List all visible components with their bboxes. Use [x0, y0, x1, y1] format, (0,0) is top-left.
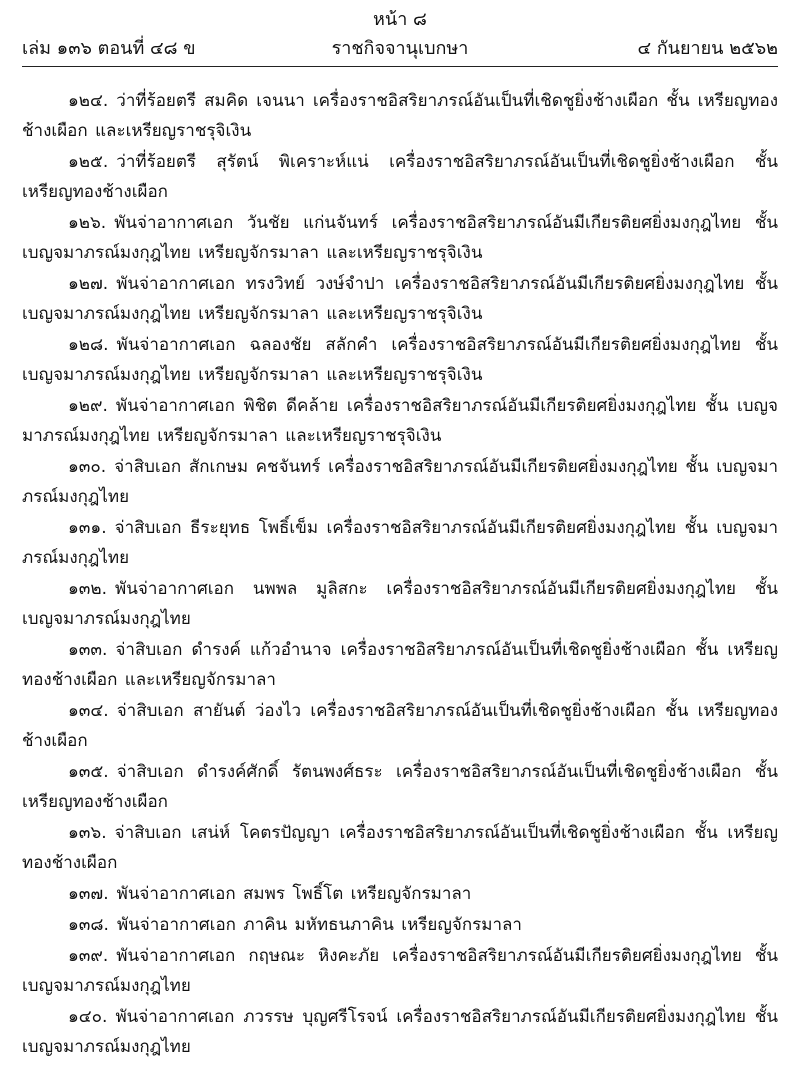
award-entry — [22, 452, 778, 512]
entry-number: ๑๓๑. — [68, 518, 107, 538]
entry-number: ๑๒๘. — [68, 335, 109, 355]
award-entry — [22, 86, 778, 146]
award-entry — [22, 910, 778, 940]
award-entry — [22, 147, 778, 207]
entry-number: ๑๔๐. — [68, 1007, 108, 1027]
entry-text: จ่าสิบเอก สักเกษม คชจันทร์ เครื่องราชอิสริยาภรณ์อันมีเกียรติยศยิ่งมงกุฎไทย ชั้น เบญจมาภรณ์มงกุฎไทย — [22, 457, 778, 507]
entry-number: ๑๓๘. — [68, 915, 109, 935]
entry-text: จ่าสิบเอก สายันต์ ว่องไว เครื่องราชอิสริยาภรณ์อันเป็นที่เชิดชูยิ่งช้างเผือก ชั้น เหรียญทองช้างเผือก — [22, 701, 778, 751]
award-entry — [22, 208, 778, 268]
award-entry — [22, 941, 778, 1001]
publication-title: ราชกิจจานุเบกษา — [331, 38, 469, 59]
page-header — [22, 34, 778, 64]
entry-text: พันจ่าอากาศเอก ทรงวิทย์ วงษ์จำปา เครื่องราชอิสริยาภรณ์อันมีเกียรติยศยิ่งมงกุฎไทย ชั้น เบญจมาภรณ์มงกุฎไทย เหรียญจักรมาลา และเหรียญราชรุจิเงิน — [22, 274, 778, 324]
award-entry — [22, 818, 778, 878]
entry-number: ๑๓๗. — [68, 884, 109, 904]
entry-number: ๑๒๕. — [68, 152, 109, 172]
entry-number: ๑๓๓. — [68, 640, 108, 660]
entry-number: ๑๒๙. — [68, 396, 108, 416]
entry-number: ๑๓๔. — [68, 701, 109, 721]
entry-text: ว่าที่ร้อยตรี สมคิด เจนนา เครื่องราชอิสริยาภรณ์อันเป็นที่เชิดชูยิ่งช้างเผือก ชั้น เหรียญทองช้างเผือก และเหรียญราชรุจิเงิน — [22, 91, 778, 141]
award-list — [22, 86, 778, 1063]
award-entry — [22, 879, 778, 909]
entry-text: จ่าสิบเอก เสน่ห์ โคตรปัญญา เครื่องราชอิสริยาภรณ์อันเป็นที่เชิดชูยิ่งช้างเผือก ชั้น เหรียญทองช้างเผือก — [22, 823, 778, 873]
award-entry — [22, 696, 778, 756]
award-entry — [22, 330, 778, 390]
entry-text: พันจ่าอากาศเอก วันชัย แก่นจันทร์ เครื่องราชอิสริยาภรณ์อันมีเกียรติยศยิ่งมงกุฎไทย ชั้น เบญจมาภรณ์มงกุฎไทย เหรียญจักรมาลา และเหรียญราชรุจิเงิน — [22, 213, 778, 263]
award-entry — [22, 635, 778, 695]
entry-text: พันจ่าอากาศเอก นพพล มูลิสกะ เครื่องราชอิสริยาภรณ์อันมีเกียรติยศยิ่งมงกุฎไทย ชั้น เบญจมาภรณ์มงกุฎไทย — [22, 579, 778, 629]
entry-text: จ่าสิบเอก ธีระยุทธ โพธิ์เข็ม เครื่องราชอิสริยาภรณ์อันมีเกียรติยศยิ่งมงกุฎไทย ชั้น เบญจมาภรณ์มงกุฎไทย — [22, 518, 778, 568]
header-divider — [22, 66, 778, 67]
entry-number: ๑๓๕. — [68, 762, 109, 782]
publication-date: ๔ กันยายน ๒๕๖๒ — [637, 38, 778, 59]
entry-number: ๑๓๒. — [68, 579, 108, 599]
entry-number: ๑๒๗. — [68, 274, 109, 294]
entry-text: ว่าที่ร้อยตรี สุรัตน์ พิเคราะห์แน่ เครื่องราชอิสริยาภรณ์อันเป็นที่เชิดชูยิ่งช้างเผือก ชั้น เหรียญทองช้างเผือก — [22, 152, 778, 202]
award-entry — [22, 269, 778, 329]
entry-text: จ่าสิบเอก ดำรงค์ศักดิ์ รัตนพงศ์ธระ เครื่องราชอิสริยาภรณ์อันเป็นที่เชิดชูยิ่งช้างเผือก ชั้น เหรียญทองช้างเผือก — [22, 762, 778, 812]
entry-text: พันจ่าอากาศเอก ภาคิน มหัทธนภาคิน เหรียญจักรมาลา — [116, 915, 522, 935]
entry-number: ๑๓๙. — [68, 946, 109, 966]
entry-text: พันจ่าอากาศเอก ภวรรษ บุญศรีโรจน์ เครื่องราชอิสริยาภรณ์อันมีเกียรติยศยิ่งมงกุฎไทย ชั้น เบญจมาภรณ์มงกุฎไทย — [22, 1007, 778, 1057]
volume-issue: เล่ม ๑๓๖ ตอนที่ ๔๘ ข — [22, 38, 196, 59]
entry-text: พันจ่าอากาศเอก พิชิต ดีคล้าย เครื่องราชอิสริยาภรณ์อันมีเกียรติยศยิ่งมงกุฎไทย ชั้น เบญจมาภรณ์มงกุฎไทย เหรียญจักรมาลา และเหรียญราชรุจิเงิน — [22, 396, 778, 446]
page-number: หน้า ๘ — [373, 9, 427, 30]
entry-number: ๑๒๔. — [68, 91, 109, 111]
entry-text: พันจ่าอากาศเอก ฉลองชัย สลักคำ เครื่องราชอิสริยาภรณ์อันมีเกียรติยศยิ่งมงกุฎไทย ชั้น เบญจมาภรณ์มงกุฎไทย เหรียญจักรมาลา และเหรียญราชรุจิเงิน — [22, 335, 778, 385]
entry-text: จ่าสิบเอก ดำรงค์ แก้วอำนาจ เครื่องราชอิสริยาภรณ์อันเป็นที่เชิดชูยิ่งช้างเผือก ชั้น เหรียญทองช้างเผือก และเหรียญจักรมาลา — [22, 640, 778, 690]
entry-text: พันจ่าอากาศเอก กฤษณะ หิงคะภัย เครื่องราชอิสริยาภรณ์อันมีเกียรติยศยิ่งมงกุฎไทย ชั้น เบญจมาภรณ์มงกุฎไทย — [22, 946, 778, 996]
award-entry — [22, 391, 778, 451]
entry-number: ๑๒๖. — [68, 213, 107, 233]
award-entry — [22, 513, 778, 573]
entry-number: ๑๓๖. — [68, 823, 107, 843]
entry-number: ๑๓๐. — [68, 457, 107, 477]
award-entry — [22, 1002, 778, 1062]
award-entry — [22, 757, 778, 817]
award-entry — [22, 574, 778, 634]
entry-text: พันจ่าอากาศเอก สมพร โพธิ์โต เหรียญจักรมาลา — [116, 884, 472, 904]
